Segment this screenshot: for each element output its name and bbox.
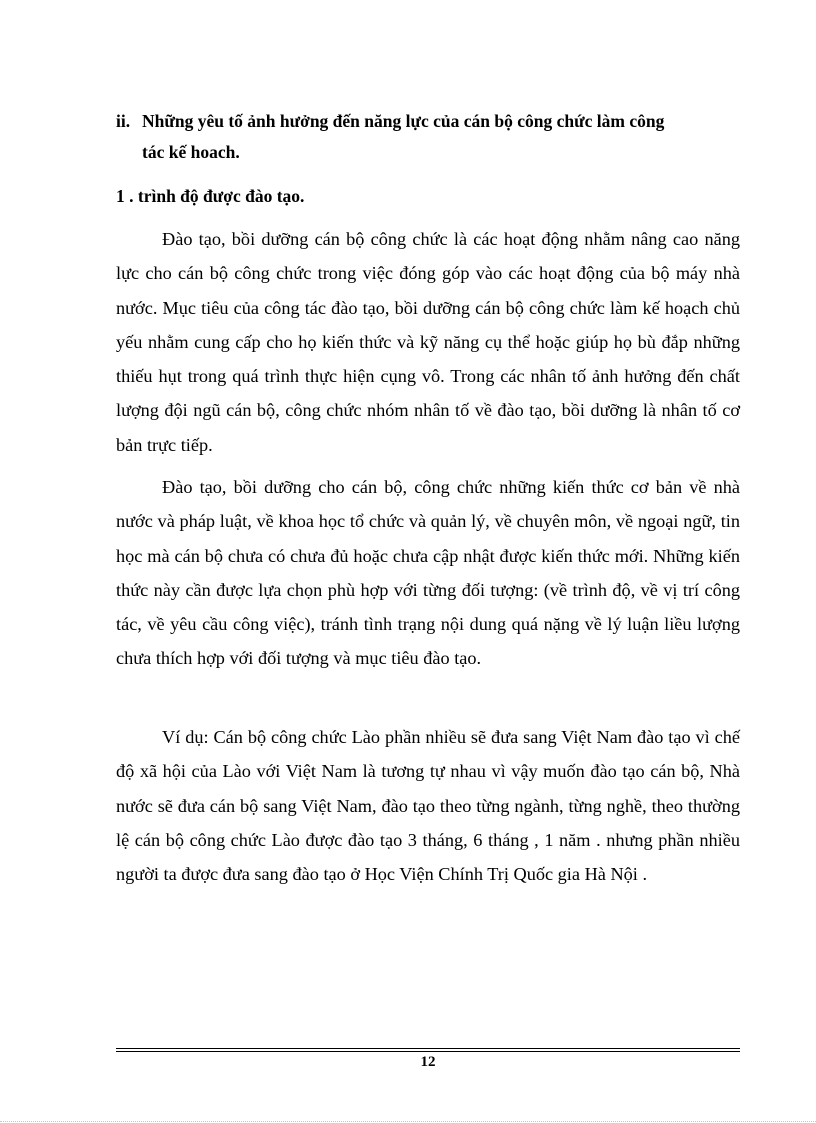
paragraph-2: Đào tạo, bồi dưỡng cho cán bộ, công chức những kiến thức cơ bản về nhà nước và pháp luật, về khoa học tổ chức và quản lý, về chuyên môn, về ngoại ngữ, tin học mà cán bộ chưa có chưa đủ hoặc chưa cập nhật được kiến thức mới. Những kiến thức này cần được lựa chọn phù hợp với từng đối tượng: (về trình độ, về vị trí công tác, về yêu cầu công việc), tránh tình trạng nội dung quá nặng về lý luận liều lượng chưa thích hợp với đối tượng và mục tiêu đào tạo.	[116, 477, 740, 669]
subsection-heading: 1 . trình độ được đào tạo.	[116, 186, 305, 206]
footer-rule-top	[116, 1048, 740, 1049]
section-title-line2: tác kế hoach.	[142, 142, 240, 162]
section-number: ii.	[116, 111, 131, 131]
page-bottom-dotted-edge	[0, 1121, 816, 1122]
page-number: 12	[420, 1054, 436, 1070]
paragraph-3: Ví dụ: Cán bộ công chức Lào phần nhiều sẽ đưa sang Việt Nam đào tạo vì chế độ xã hội của Lào với Việt Nam là tương tự nhau vì vậy muốn đào tạo cán bộ, Nhà nước sẽ đưa cán bộ sang Việt Nam, đào tạo theo từng ngành, từng nghề, theo thường lệ cán bộ công chức Lào được đào tạo 3 tháng, 6 tháng , 1 năm . nhưng phần nhiều người ta được đưa sang đào tạo ở Học Viện Chính Trị Quốc gia Hà Nội .	[116, 727, 740, 885]
section-heading	[116, 106, 742, 168]
section-title-line1: Những yêu tố ảnh hưởng đến năng lực của cán bộ công chức làm công	[142, 111, 665, 131]
paragraph-1: Đào tạo, bồi dưỡng cán bộ công chức là các hoạt động nhằm nâng cao năng lực cho cán bộ công chức trong việc đóng góp vào các hoạt động của bộ máy nhà nước. Mục tiêu của công tác đào tạo, bồi dưỡng cán bộ công chức làm kế hoạch chủ yếu nhằm cung cấp cho họ kiến thức và kỹ năng cụ thể hoặc giúp họ bù đắp những thiếu hụt trong quá trình thực hiện cụng vô. Trong các nhân tố ảnh hưởng đến chất lượng đội ngũ cán bộ, công chức nhóm nhân tố về đào tạo, bồi dưỡng là nhân tố cơ bản trực tiếp.	[116, 229, 740, 455]
